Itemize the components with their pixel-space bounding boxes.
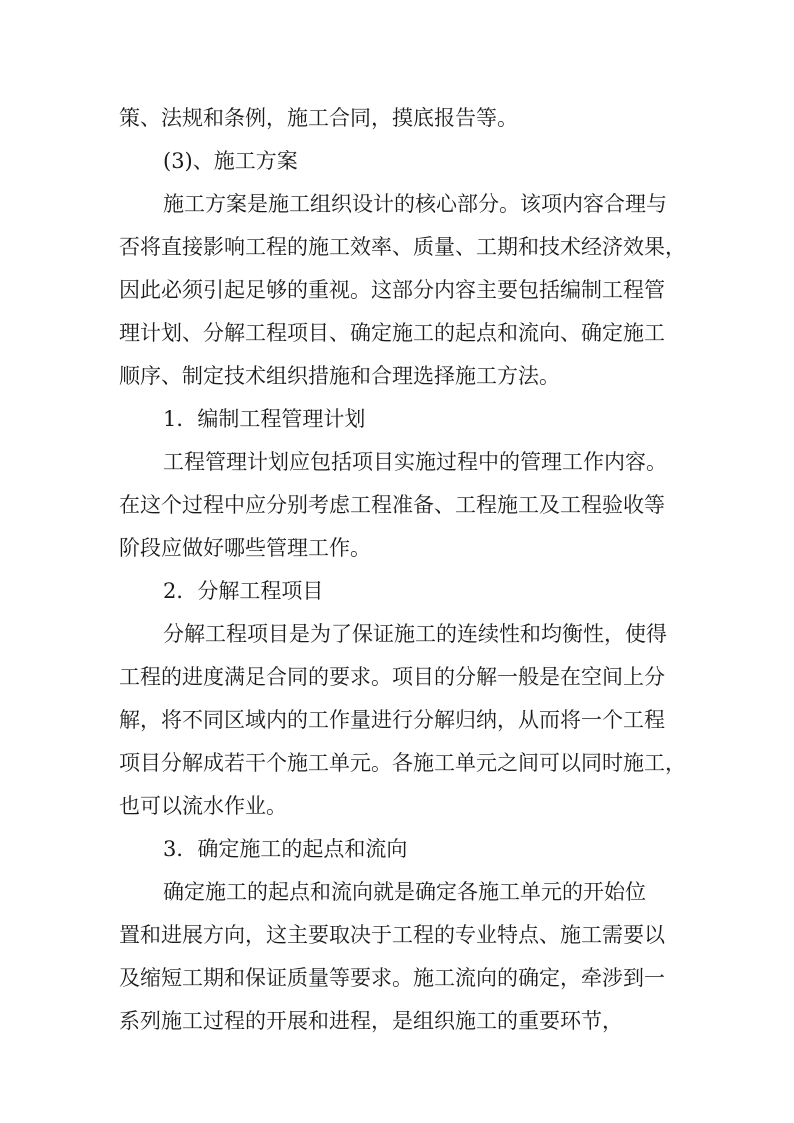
text-line: 及缩短工期和保证质量等要求。施工流向的确定，牵涉到一: [119, 966, 665, 990]
section-heading-construction-plan: (3)、施工方案: [163, 149, 298, 173]
text-line: 阶段应做好哪些管理工作。: [119, 536, 371, 560]
text-line: 顺序、制定技术组织措施和合理选择施工方法。: [119, 364, 560, 388]
text-line: 否将直接影响工程的施工效率、质量、工期和技术经济效果，: [119, 235, 686, 259]
text-line: 解，将不同区域内的工作量进行分解归纳，从而将一个工程: [119, 708, 665, 732]
text-line: 确定施工的起点和流向就是确定各施工单元的开始位: [163, 880, 646, 904]
text-line: 在这个过程中应分别考虑工程准备、工程施工及工程验收等: [119, 493, 665, 517]
text-line: 工程的进度满足合同的要求。项目的分解一般是在空间上分: [119, 665, 665, 689]
text-line: 理计划、分解工程项目、确定施工的起点和流向、确定施工: [119, 321, 665, 345]
text-line: 分解工程项目是为了保证施工的连续性和均衡性，使得: [163, 622, 667, 646]
subheading-start-point-direction: 3．确定施工的起点和流向: [163, 837, 408, 861]
text-line: 项目分解成若干个施工单元。各施工单元之间可以同时施工，: [119, 751, 686, 775]
text-line: 因此必须引起足够的重视。这部分内容主要包括编制工程管: [119, 278, 665, 302]
text-line: 系列施工过程的开展和进程，是组织施工的重要环节，: [119, 1009, 623, 1033]
subheading-management-plan: 1．编制工程管理计划: [163, 407, 366, 431]
text-line: 工程管理计划应包括项目实施过程中的管理工作内容。: [163, 450, 667, 474]
text-line: 也可以流水作业。: [119, 794, 287, 818]
text-line: 置和进展方向，这主要取决于工程的专业特点、施工需要以: [119, 923, 665, 947]
subheading-decompose-project: 2．分解工程项目: [163, 579, 324, 603]
text-line: 策、法规和条例，施工合同，摸底报告等。: [119, 106, 518, 130]
text-line: 施工方案是施工组织设计的核心部分。该项内容合理与: [163, 192, 667, 216]
